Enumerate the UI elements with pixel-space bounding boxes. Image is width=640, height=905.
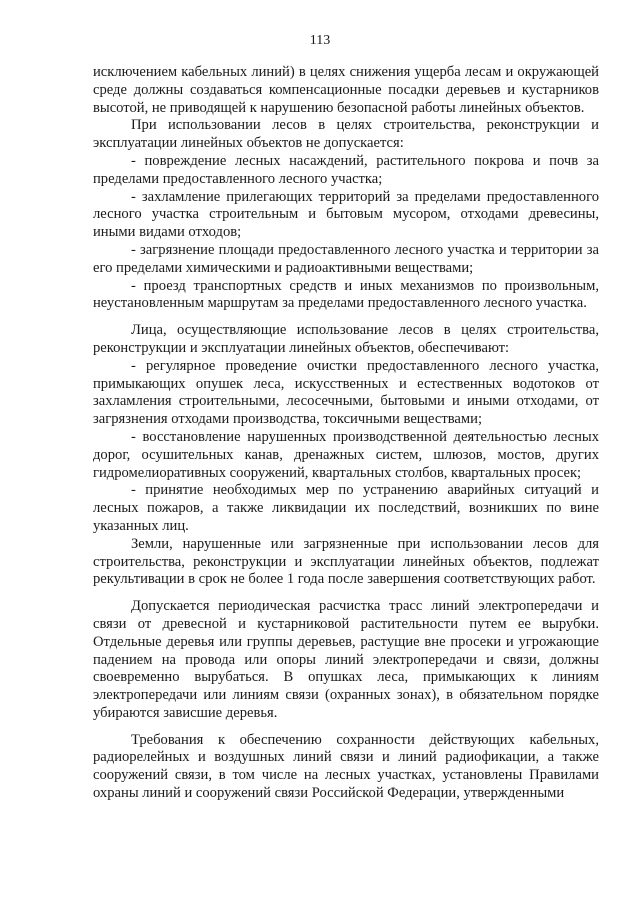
page-number: 113 (309, 33, 331, 48)
paragraph: При использовании лесов в целях строительства, реконструкции и эксплуатации линейных объектов не допускается: (93, 117, 599, 152)
paragraph: Требования к обеспечению сохранности действующих кабельных, радиорелейных и воздушных линий связи и линий радиофикации, а также сооружений связи, в том числе на лесных участках, установлены Правилами охраны линий и сооружений связи Российской Федерации, утвержденными (93, 731, 599, 802)
paragraph: - принятие необходимых мер по устранению аварийных ситуаций и лесных пожаров, а также ликвидации их последствий, возникших по вине указанных лиц. (93, 482, 599, 534)
paragraph: - восстановление нарушенных производственной деятельностью лесных дорог, осушительных канав, дренажных систем, шлюзов, мостов, других гидромелиоративных сооружений, квартальных столбов, квартальных просек; (93, 428, 599, 481)
paragraph: Допускается периодическая расчистка трасс линий электропередачи и связи от древесной и кустарниковой растительности путем ее вырубки. Отдельные деревья или группы деревьев, растущие вне просеки и угрожающие падением на провода или опоры линий электропередачи и связи, должны своевременно вырубаться. В опушках леса, примыкающих к линиям электропередачи или линиям связи (охранных зонах), в обязательном порядке убираются зависшие деревья. (93, 598, 599, 721)
paragraph: Лица, осуществляющие использование лесов в целях строительства, реконструкции и эксплуатации линейных объектов, обеспечивают: (93, 322, 599, 356)
paragraph: исключением кабельных линий) в целях снижения ущерба лесам и окружающей среде должны создаваться компенсационные посадки деревьев и кустарников высотой, не приводящей к нарушению безопасной работы линейных объектов. (93, 64, 599, 116)
paragraph: - повреждение лесных насаждений, растительного покрова и почв за пределами предоставленного лесного участка; (93, 152, 599, 187)
paragraph: - загрязнение площади предоставленного лесного участка и территории за его пределами химическими и радиоактивными веществами; (93, 241, 599, 276)
paragraph: - регулярное проведение очистки предоставленного лесного участка, примыкающих опушек леса, искусственных и естественных водотоков от захламления строительными, лесосечными, бытовыми и иными отходами, от загрязнения отходами производства, токсичными веществами; (93, 357, 599, 428)
paragraph: Земли, нарушенные или загрязненные при использовании лесов для строительства, реконструкции и эксплуатации линейных объектов, подлежат рекультивации в срок не более 1 года после завершения соответствующих работ. (93, 535, 599, 588)
paragraph: - захламление прилегающих территорий за пределами предоставленного лесного участка строительным и бытовым мусором, отходами древесины, иными видами отходов; (93, 188, 599, 241)
body-text (93, 64, 599, 803)
paragraph: - проезд транспортных средств и иных механизмов по произвольным, неустановленным маршрутам за пределами предоставленного лесного участка. (93, 277, 599, 312)
